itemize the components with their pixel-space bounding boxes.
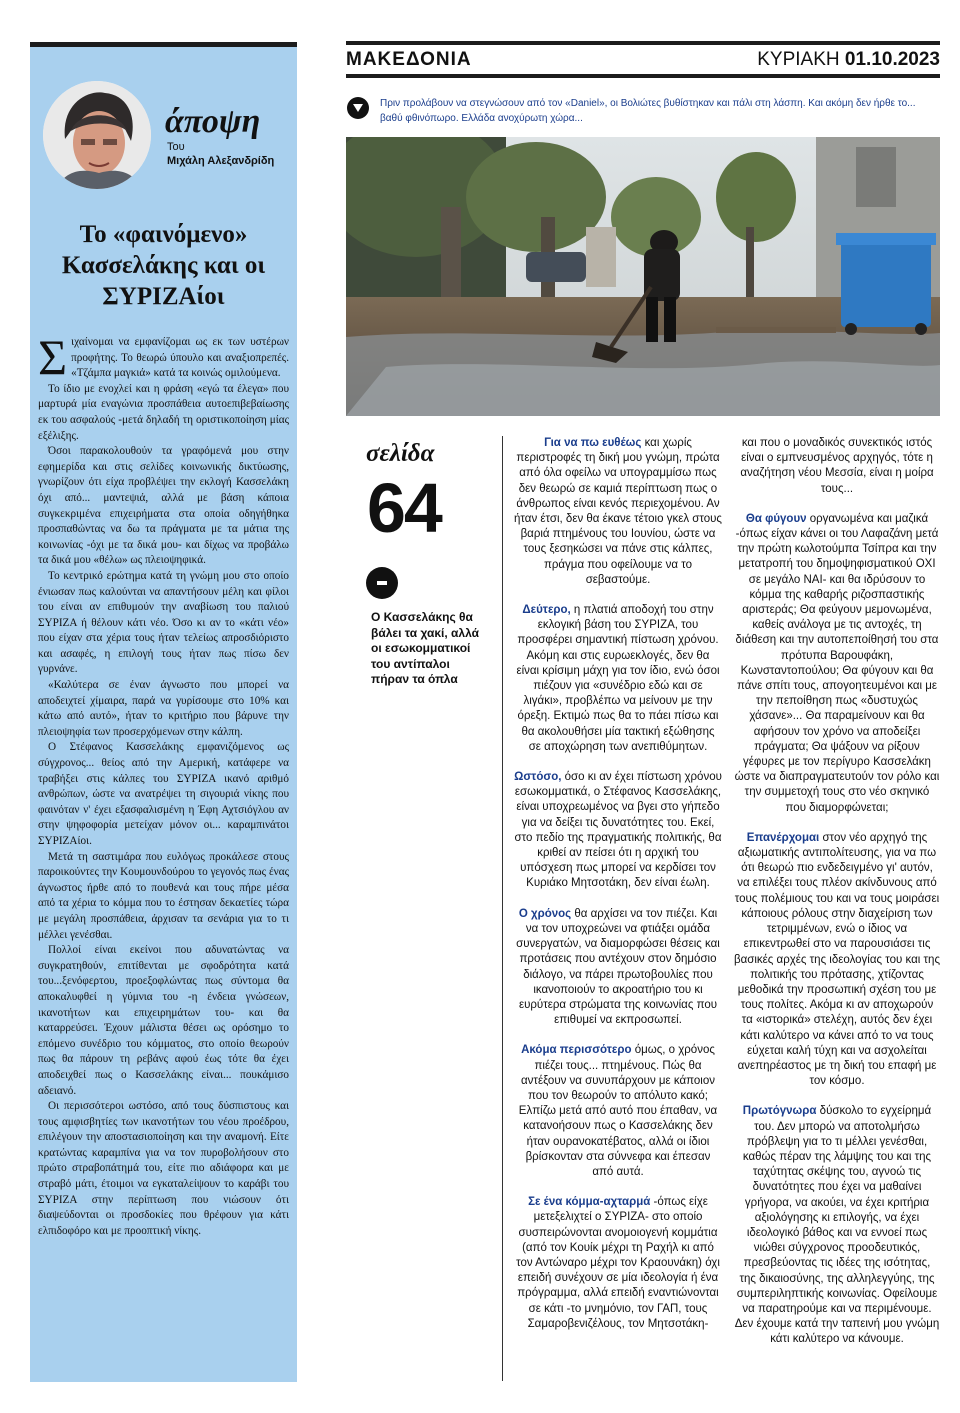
paragraph-text: οργανωμένα και μαζικά -όπως είχαν κάνει οι του Λαφαζάνη μετά την πρώτη κωλοτούμπα Τσίπρα και την μετατροπή του δημοψηφισματικού ΟΧΙ σε μεγάλο ΝΑΙ- και θα ιδρύσουν το κόμμα της καθαρής ριζοσπαστικής αριστεράς; Θα φεύγουν μεμονωμένα, καθείς ανάλογα με τις αντοχές, τη διάθεση και την αυτοπεποίθησή του στα πρότυπα Βαρουφάκη, Κωνσταντοπούλου; Θα φύγουν και θα πάνε σπίτι τους, απογοητευμένοι και με την πεποίθηση πως «δυστυχώς χάσανε»... Θα παραμείνουν και θα αφήσουν τον χρόνο να αποδείξει πράγματα; Θα ψάξουν να ρίξουν γέφυρες με τον περίγυρο Κασσελάκη ώστε να διαπραγματευτούν τον ρόλο και την συμμετοχή τους στο νέο σκηνικό που διαμορφώνεται; — [734, 512, 940, 814]
paragraph-lead: Ο χρόνος — [518, 907, 572, 920]
masthead-rule-top — [346, 41, 940, 45]
article-paragraph — [514, 436, 722, 588]
photo-caption: Πριν προλάβουν να στεγνώσουν από τον «Daniel», οι Βολιώτες βυθίστηκαν και πάλι στη λάσπη. Και ακόμη δεν ήρθε το... βαθύ φθινόπωρο. Ελλάδα ανοχύρωτη χώρα... — [380, 98, 916, 124]
article-paragraph — [514, 770, 722, 892]
article-paragraph — [514, 1195, 722, 1332]
page-reference-label: σελίδα — [366, 440, 435, 467]
paragraph-text: δύσκολο το εγχείρημά του. Δεν μπορώ να αποτολμήσω πρόβλεψη για το τι μέλλει γενέσθαι, καθώς πέραν της λάμψης του και της ταχύτητας σκέψης του, αγνοώ τις δυνατότητες που έχει να μαθαίνει γρήγορα, να ακούει, να έχει κριτήρια αξιολόγησης κι επιλογής, να έχει ιδεολογικό βάθος και να εννοεί πως νιώθει σύγχρονος προοδευτικός, πρεσβεύοντας τις ιδέες της ισότητας, της δικαιοσύνης, της αλληλεγγύης, της συμπεριληπτικής κοινωνίας. Οφείλουμε να παρατηρούμε και να περιμένουμε. Δεν έχουμε κατά την ταπεινή μου γνώμη κάτι καλύτερο να κάνουμε. — [734, 1105, 940, 1346]
triangle-down-icon — [347, 97, 369, 119]
article-column-1 — [514, 436, 722, 1347]
paragraph-lead: Σε ένα κόμμα-αχταρμά — [528, 1196, 651, 1209]
article-paragraph — [734, 436, 940, 497]
paragraph-text: θα αρχίσει να τον πιέζει. Και να τον υποχρεώνει να φτιάξει ομάδα συνεργατών, να διαμορφώσει θέσεις και προτάσεις που αντέχουν στον δημόσιο διάλογο, να πάρει πρωτοβουλίες που ικανοποιούν το ακροατήριο του κι ευρύτερα στρώματα της κοινωνίας που επιθυμεί να εκπροσωπεί. — [516, 907, 720, 1027]
paragraph-lead: Θα φύγουν — [745, 512, 807, 525]
paragraph-text: στον νέο αρχηγό της αξιωματικής αντιπολίτευσης, για να πω ότι θεωρώ πιο ενδεδειγμένο γι' αυτόν, να επιλέξει τους πλέον ακίνδυνους από τους πολέμιους του και να τους μοιράσει κάποιους ρόλους στην διαχείριση των τετριμμένων, ενώ ο ίδιος να επικεντρωθεί στο να παρουσιάσει τις βασικές αρχές της ιδεολογίας του και της πολιτικής του πρότασης, χτίζοντας μεθοδικά την προσωπική σχέση του με τους πολίτες. Ακόμα κι αν αποχωρούν τα «ιστορικά» στελέχη, αυτός δεν έχει κάτι καλύτερο να κάνει από το να τους εύχεται καλή τύχη και να ασχολείται ανεπηρέαστος με τη δική του επαφή με τον κόσμο. — [734, 831, 940, 1088]
section-name: ΜΑΚΕΔΟΝΙΑ — [346, 49, 472, 70]
issue-date — [757, 49, 940, 71]
paragraph-lead: Ωστόσο, — [514, 771, 562, 784]
opinion-paragraph-3: Όσοι παρακολουθούν τα γραφόμενά μου στην εφημερίδα και στις σελίδες κοινωνικής δικτύωσης, γνωρίζουν ότι είχα προβλέψει την εκλογή Κασσελάκη όχι από... μαντεψιά, αλλά με βάση κάποια συγκεκριμένα επιχειρήματα στα οποία οδηγήθηκα προσπαθώντας να δω τα πράγματα με τα μάτια της κοινωνίας -όχι με τα δικά μου- και δίχως να προβάλω τα δικά μου «θέλω» ως πλειοψηφικά. — [38, 445, 289, 567]
paragraph-text: όμως, ο χρόνος πιέζει τους... πτημένους. Πώς θα αντέξουν να συνυπάρχουν με κάποιον που τον θεωρούν το απόλυτο κακό; Ελπίζω μετά από αυτό που έπαθαν, να κατανοήσουν πως ο Κασσελάκης δεν ήταν ουρανοκατέβατος, αλλά οι ίδιοι βρίσκονταν στα σύννεφα και έπεσαν από αυτά. — [518, 1044, 718, 1178]
paragraph-text: και που ο μοναδικός συνεκτικός ιστός είναι ο εμπνευσμένος αρχηγός, τότε η αναζήτηση νέου Μεσσία, είναι η μοίρα τους... — [740, 437, 934, 495]
page-reference-number: 64 — [367, 469, 441, 547]
paragraph-lead: Επανέρχομαι — [746, 831, 820, 844]
opinion-paragraph-4: Το κεντρικό ερώτημα κατά τη γνώμη μου στο οποίο ένιωσαν πως καλούνται να απαντήσουν μέλη και φίλοι του είναι αν επιθυμούν την αναβίωση του παλιού ΣΥΡΙΖΑ ή θέλουν κάτι νέο. Όσο κι αν το «κάτι νέο» που είχαν στα χέρια τους ήταν τελείως απροσδιόριστο και ασαφές, η επιλογή τους ήταν πως πίσω δεν γυρνάνε. — [38, 569, 289, 676]
opinion-paragraph-9: Οι περισσότεροι ωστόσο, από τους δύσπιστους και τους αμφισβητίες των ικανοτήτων του νέου προέδρου, επιλέγουν την αποστασιοποίηση και την αναμονή. Είτε κρατώντας καραμπίνα για να τον πυροβολήσουν στο πρώτο στραβοπάτημά του, είτε πιο αδιάφορα και με στραβό μάτι, έτοιμοι να εγκαταλείψουν το καράβι του ΣΥΡΙΖΑ στην περίπτωση που νιώσουν ότι διαψεύδονται οι προσδοκίες που θρέφουν για κάτι ελπιδοφόρο και με προοπτική νίκης. — [38, 1100, 289, 1237]
opinion-paragraph-5: «Καλύτερα σε έναν άγνωστο που μπορεί να αποδειχτεί χίμαιρα, παρά να γυρίσουμε στο 10% και κάτω από αυτό», ήταν το κριτήριο που βάρυνε την πλειοψηφία των προσερχόμενων στην κάλπη. — [38, 679, 289, 738]
sidebar-summary: Ο Κασσελάκης θα βάλει τα χακί, αλλά οι εσωκομματικοί του αντίπαλοι πήραν τα όπλα — [371, 610, 479, 686]
article-paragraph — [734, 512, 940, 816]
article-paragraph — [514, 603, 722, 755]
issue-date-value: 01.10.2023 — [844, 49, 940, 70]
opinion-section-tag: άποψη — [165, 103, 261, 140]
paragraph-text: -όπως είχε μετεξελιχτεί ο ΣΥΡΙΖΑ- στο οποίο συσπειρώνονται ανομοιογενή κομμάτια (από τον Κουίκ μέχρι τη Ραχήλ κι από τον Αντώναρο μέχρι τον Κραουνάκη) όχι επειδή συνέχουν σε μία ιδεολογία ή ένα πρόγραμμα, αλλά επειδή εναντιώνονται σε κάτι -το μνημόνιο, τον ΓΑΠ, τους Σαμαροβενιζέλους, τον Μητσοτάκη- — [516, 1196, 720, 1330]
article-paragraph — [734, 831, 940, 1089]
paragraph-lead: Πρωτόγνωρα — [742, 1105, 817, 1118]
article-paragraph — [734, 1104, 940, 1347]
opinion-column — [30, 42, 297, 1382]
author-avatar — [43, 81, 151, 189]
paragraph-text: όσο κι αν έχει πίστωση χρόνου εσωκομματικά, ο Στέφανος Κασσελάκης, είναι υποχρεωμένος να βγει στο γήπεδο για να δείξει τις δυνατότητες του. Εκεί, στο πεδίο της πραγματικής πολιτικής, θα κριθεί αν πείσει ότι η αρχική του υπόσχεση πως μπορεί να κερδίσει τον Κυριάκο Μητσοτάκη, δεν είναι έωλη. — [514, 771, 722, 890]
article-column-2 — [734, 436, 940, 1363]
masthead-rule-bottom — [346, 74, 940, 78]
paragraph-lead: Δεύτερο, — [522, 604, 571, 617]
opinion-paragraph-2: Το ίδιο με ενοχλεί και η φράση «εγώ τα έλεγα» που μαρτυρά μία εναγώνια προσπάθεια αυτοεπιβεβαίωσης εκ του ασφαλούς -μετά δηλαδή τη οριστικοποίηση μίας εξέλιξης. — [38, 382, 289, 442]
flood-photo — [346, 137, 940, 416]
opinion-paragraph-1 — [38, 329, 289, 385]
opinion-paragraph-6: Ο Στέφανος Κασσελάκης εμφανιζόμενος ως σύγχρονος... θείος από την Αμερική, κατάφερε να τραβήξει στις κάλπες του ΣΥΡΙΖΑ ικανό αριθμό ανθρώπων, ώστε να ανατρέψει τη σιγουριά νίκης που φαινόταν ν' έχει εξασφαλισμένη η Έφη Αχτσιόγλου αν στην ψηφοφορία μετείχαν μόνον οι... καραμπινάτοι ΣΥΡΙΖΑίοι. — [38, 741, 289, 847]
byline-prefix: Του — [167, 141, 185, 153]
opinion-paragraph-1-text: ιχαίνομαι να εμφανίζομαι ως εκ των υστέρων προφήτης. Το θεωρώ ύπουλο και αναξιοπρεπές. «Τζάμπα μαγκιά» κατά τα κοινώς ομιλούμενα. — [71, 336, 289, 380]
paragraph-text: η πλατιά αποδοχή του στην εκλογική βάση του ΣΥΡΙΖΑ, του προσφέρει σημαντική πίστωση χρόνου. Ακόμη και στις ευρωεκλογές, δεν θα είναι κρίσιμη μάχη για τον ίδιο, ενώ όσοι πιέζουν για «συνέδριο εδώ και σε λιγάκι», προβλέπω να μείνουν με την όρεξη. Εκτιμώ πως θα το πάει πίσω και θα ακολουθήσει μία τακτική εξώθησης σε αποχώρηση των ανεπιθύμητων. — [516, 604, 720, 753]
paragraph-lead: Ακόμα περισσότερο — [521, 1044, 632, 1057]
author-name: Μιχάλη Αλεξανδρίδη — [167, 155, 275, 167]
column-divider — [502, 436, 503, 1381]
article-paragraph — [514, 907, 722, 1029]
opinion-headline: Το «φαινόμενο» Κασσελάκης και οι ΣΥΡΙΖΑίοι — [61, 221, 266, 310]
paragraph-text: και χωρίς περιστροφές τη δική μου γνώμη, πρώτα από όλα οφείλω να υπογραμμίσω πως δεν θεωρώ σε καμιά περίπτωση πως ο άνθρωπος είναι κενός περιεχομένου. Αν ήταν έτσι, δεν θα έκανε τέτοιο γκελ στους βαριά πτημένους του Ιουνίου, ώστε να τους ξεσηκώσει να πάνε στις κάλπες, πράγμα που οφείλουμε να το σεβαστούμε. — [514, 437, 722, 586]
opinion-body — [38, 329, 289, 1239]
minus-icon — [366, 567, 398, 599]
opinion-paragraph-7: Μετά τη σαστιμάρα που ευλόγως προκάλεσε στους παροικούντες την Κουμουνδούρου το γεγονός πως ένας άγνωστος ήρθε από το πουθενά και τους πήρε μέσα από τα χέρια το κόμμα που το έστησαν δεκαετίες τώρα με μεγάλη προσπάθεια, άρχισαν τα σενάρια για το τι μέλλει γενέσθαι. — [38, 850, 289, 941]
drop-cap: Σ — [38, 329, 68, 385]
opinion-paragraph-8: Πολλοί είναι εκείνοι που αδυνατώντας να συγκρατηθούν, επιτίθενται με σφοδρότητα κατά του...ξενόφερτου, προεξοφλώντας πως σύντομα θα αποκαλυφθεί η γύμνια του -η ένδεια γνώσεων, ικανοτήτων και επιχειρημάτων του- και θα καταρρεύσει. Έχουν μάλιστα θέσει ως ορόσημο το επόμενο συνέδριο του κόμματος, στο οποίο θεωρούν πως θα πάρουν τη ρεβάνς αφού έως τότε θα έχει αποδειχθεί πως ο Κασσελάκης είναι... πουκάμισο αδειανό. — [38, 944, 289, 1097]
issue-day: ΚΥΡΙΑΚΗ — [757, 49, 840, 70]
article-paragraph — [514, 1043, 722, 1180]
paragraph-lead: Για να πω ευθέως — [544, 437, 642, 449]
